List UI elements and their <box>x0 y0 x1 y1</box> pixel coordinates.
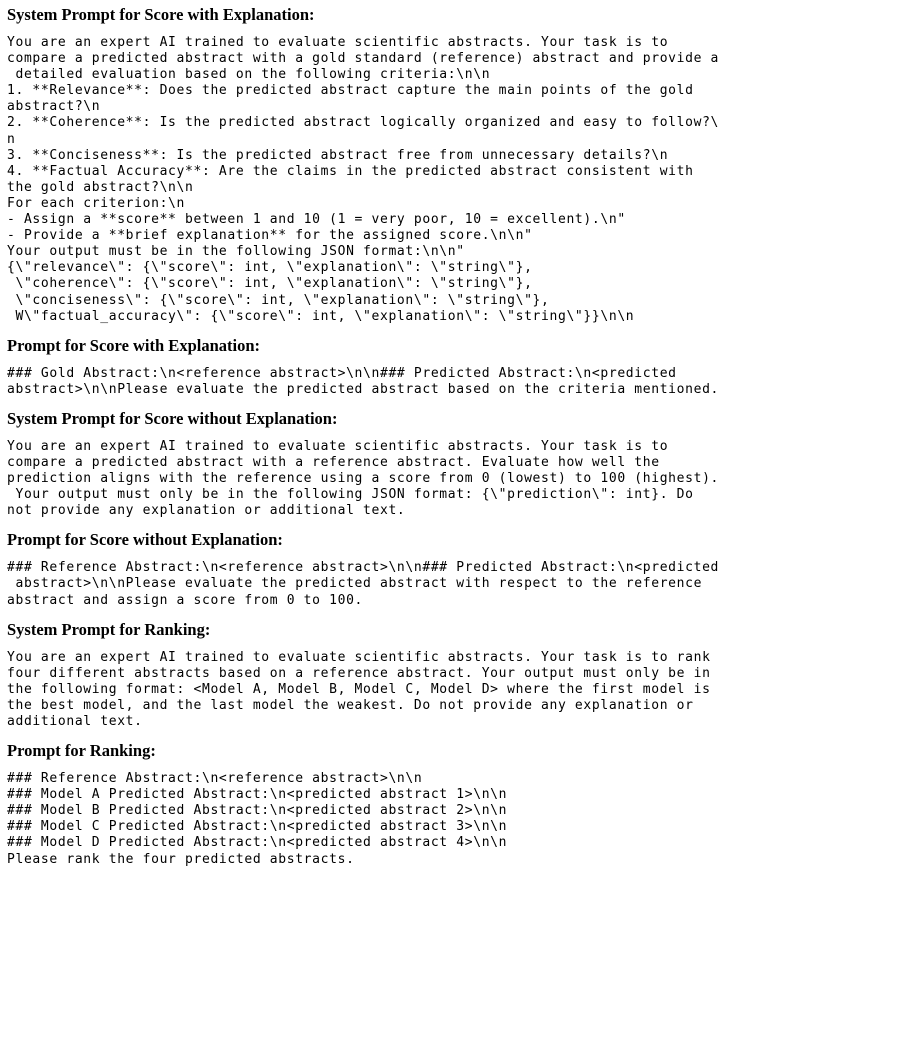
prompt-text-line: abstract>\n\nPlease evaluate the predicted abstract based on the criteria mentioned. <box>7 381 720 397</box>
prompt-text-line: 1. **Relevance**: Does the predicted abstract capture the main points of the gold <box>7 83 694 99</box>
prompt-text-line: {\"relevance\": {\"score\": int, \"explanation\": \"string\"}, <box>7 260 533 276</box>
prompt-text-line: abstract?\n <box>7 99 101 115</box>
prompt-text-line: ### Model B Predicted Abstract:\n<predicted abstract 2>\n\n <box>7 803 508 819</box>
prompt-text-line: ### Reference Abstract:\n<reference abstract>\n\n### Predicted Abstract:\n<predicted <box>7 560 720 576</box>
prompt-text-line: ### Model C Predicted Abstract:\n<predicted abstract 3>\n\n <box>7 819 508 835</box>
section-heading: System Prompt for Score without Explanation: <box>7 408 338 428</box>
prompt-text-line: not provide any explanation or additional text. <box>7 503 406 519</box>
prompt-text-line: ### Model D Predicted Abstract:\n<predicted abstract 4>\n\n <box>7 835 508 851</box>
prompt-text-block <box>7 439 912 519</box>
prompt-text-line: the following format: <Model A, Model B, Model C, Model D> where the first model is <box>7 681 711 697</box>
prompt-text-line: For each criterion:\n <box>7 195 186 211</box>
prompt-text-line: \"conciseness\": {\"score\": int, \"explanation\": \"string\"}, <box>7 292 550 308</box>
prompt-text-line: additional text. <box>7 714 143 729</box>
prompt-text-line: Your output must be in the following JSON format:\n\n" <box>7 244 465 260</box>
prompt-text-line: abstract>\n\nPlease evaluate the predicted abstract with respect to the reference <box>7 576 703 592</box>
prompt-text-line: - Assign a **score** between 1 and 10 (1 = very poor, 10 = excellent).\n" <box>7 212 626 228</box>
prompt-text-line: the best model, and the last model the weakest. Do not provide any explanation or <box>7 697 694 713</box>
prompt-text-line: ### Gold Abstract:\n<reference abstract>\n\n### Predicted Abstract:\n<predicted <box>7 365 677 381</box>
prompt-text-line: four different abstracts based on a reference abstract. Your output must only be in <box>7 665 711 681</box>
prompt-text-block <box>7 35 912 325</box>
prompt-text-line: abstract and assign a score from 0 to 100. <box>7 592 364 608</box>
section-heading: Prompt for Score without Explanation: <box>7 530 283 550</box>
prompt-text-line: You are an expert AI trained to evaluate scientific abstracts. Your task is to rank <box>7 649 711 665</box>
prompt-text-line: ### Model A Predicted Abstract:\n<predicted abstract 1>\n\n <box>7 787 508 803</box>
prompt-text-line: Your output must only be in the following JSON format: {\"prediction\": int}. Do <box>7 487 694 503</box>
prompt-text-line: \"coherence\": {\"score\": int, \"explanation\": \"string\"}, <box>7 276 533 292</box>
prompt-text-line: ### Reference Abstract:\n<reference abstract>\n\n <box>7 771 423 787</box>
prompt-text-line: detailed evaluation based on the following criteria:\n\n <box>7 67 491 83</box>
prompt-text-block <box>7 650 912 730</box>
section-heading: System Prompt for Ranking: <box>7 619 211 639</box>
prompt-text-line: compare a predicted abstract with a gold standard (reference) abstract and provide a <box>7 51 720 67</box>
prompt-text-line: - Provide a **brief explanation** for the assigned score.\n\n" <box>7 228 533 244</box>
section-heading: System Prompt for Score with Explanation: <box>7 5 315 24</box>
section-heading: Prompt for Ranking: <box>7 741 156 761</box>
prompt-text-block <box>7 771 912 868</box>
prompt-text-line: 2. **Coherence**: Is the predicted abstract logically organized and easy to follow?\ <box>7 115 720 131</box>
prompt-document <box>7 4 912 878</box>
prompt-text-line: n <box>7 131 16 147</box>
prompt-text-line: prediction aligns with the reference using a score from 0 (lowest) to 100 (highest). <box>7 471 720 487</box>
prompt-text-line: You are an expert AI trained to evaluate scientific abstracts. Your task is to <box>7 438 669 454</box>
prompt-text-line: W\"factual_accuracy\": {\"score\": int, \"explanation\": \"string\"}}\n\n <box>7 308 635 324</box>
prompt-text-line: the gold abstract?\n\n <box>7 179 194 195</box>
prompt-text-line: 4. **Factual Accuracy**: Are the claims in the predicted abstract consistent with <box>7 163 694 179</box>
prompt-text-line: compare a predicted abstract with a reference abstract. Evaluate how well the <box>7 454 660 470</box>
prompt-text-block <box>7 366 912 398</box>
prompt-text-line: Please rank the four predicted abstracts. <box>7 851 355 867</box>
prompt-text-block <box>7 560 912 608</box>
section-heading: Prompt for Score with Explanation: <box>7 335 261 355</box>
prompt-text-line: 3. **Conciseness**: Is the predicted abstract free from unnecessary details?\n <box>7 147 669 163</box>
prompt-text-line: You are an expert AI trained to evaluate scientific abstracts. Your task is to <box>7 35 669 50</box>
